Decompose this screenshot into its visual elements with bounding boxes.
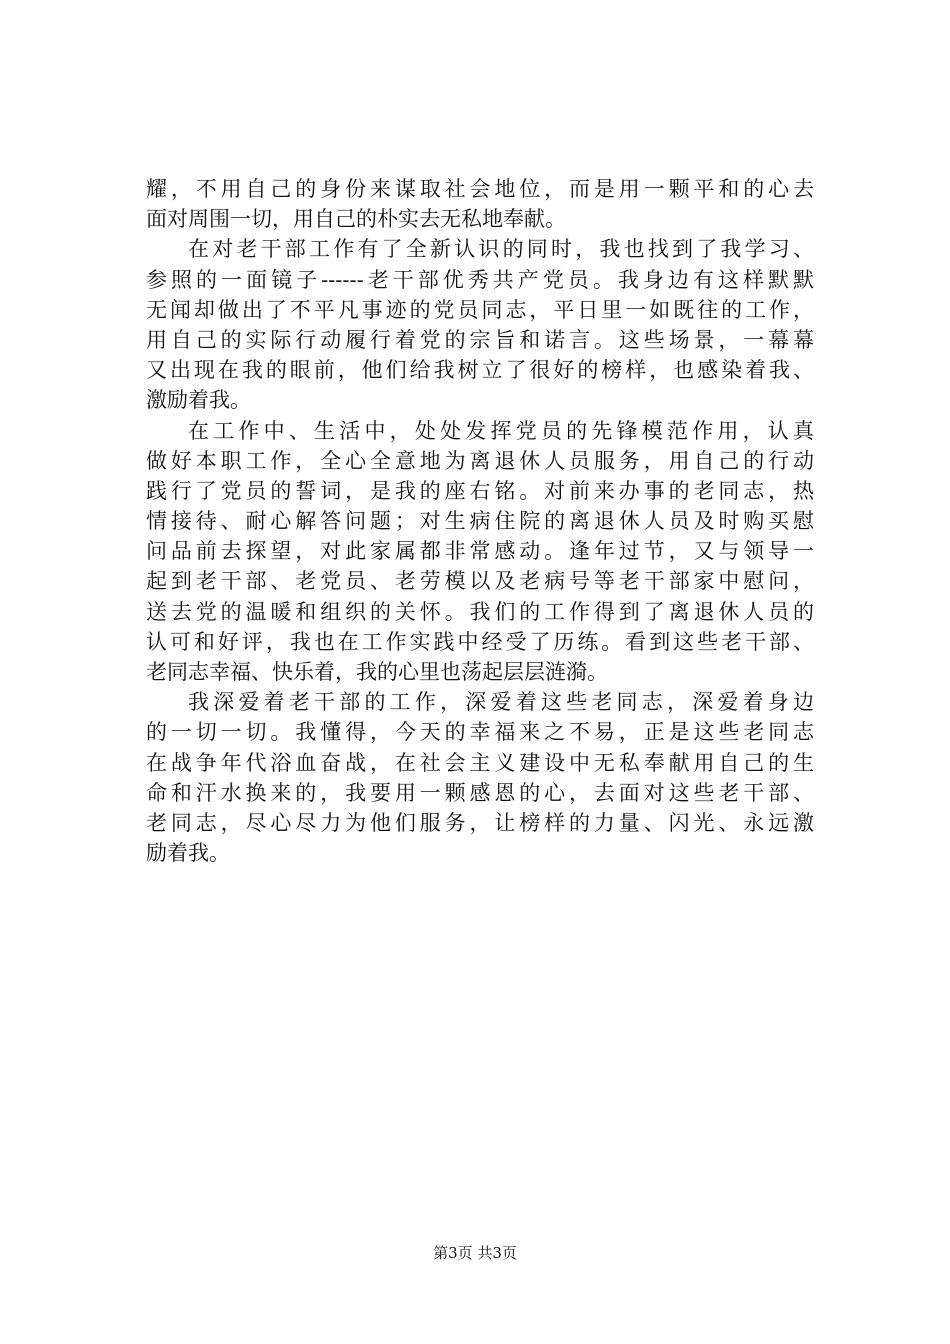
text-line: 激励着我。 [146,388,251,413]
text-line: 耀，不用自己的身份来谋取社会地位，而是用一颗平和的心去 [146,177,814,201]
text-line: 在战争年代浴血奋战，在社会主义建设中无私奉献用自己的生 [146,750,814,775]
text-line: 在对老干部工作有了全新认识的同时，我也找到了我学习、 [188,237,814,262]
text-line: 参照的一面镜子------老干部优秀共产党员。我身边有这样默默 [146,267,814,292]
text-line: 问品前去探望，对此家属都非常感动。逢年过节，又与领导一 [146,539,814,564]
text-line: 践行了党员的誓词，是我的座右铭。对前来办事的老同志，热 [146,478,814,503]
page-footer: 第3页 共3页 [433,1244,517,1262]
text-line: 情接待、耐心解答问题；对生病住院的离退休人员及时购买慰 [146,509,814,534]
text-line: 励着我。 [146,841,230,866]
text-line: 又出现在我的眼前，他们给我树立了很好的榜样，也感染着我、 [146,358,814,383]
text-line: 认可和好评，我也在工作实践中经受了历练。看到这些老干部、 [146,629,814,654]
text-line: 做好本职工作，全心全意地为离退休人员服务，用自己的行动 [146,448,814,473]
text-line: 无闻却做出了不平凡事迹的党员同志，平日里一如既往的工作， [146,297,814,322]
text-line: 起到老干部、老党员、老劳模以及老病号等老干部家中慰问， [146,569,814,594]
text-line: 在工作中、生活中，处处发挥党员的先锋模范作用，认真 [188,418,814,443]
text-line: 的一切一切。我懂得，今天的幸福来之不易，正是这些老同志 [146,720,814,745]
document-body [146,174,814,868]
text-line: 老同志幸福、快乐着，我的心里也荡起层层涟漪。 [146,660,608,684]
text-line: 命和汗水换来的，我要用一颗感恩的心，去面对这些老干部、 [146,780,814,805]
text-line: 老同志，尽心尽力为他们服务，让榜样的力量、闪光、永远激 [146,810,814,835]
text-line: 送去党的温暖和组织的关怀。我们的工作得到了离退休人员的 [146,599,814,624]
text-line: 用自己的实际行动履行着党的宗旨和诺言。这些场景，一幕幕 [146,327,814,352]
text-line: 面对周围一切，用自己的朴实去无私地奉献。 [146,207,566,232]
text-line: 我深爱着老干部的工作，深爱着这些老同志，深爱着身边 [188,690,814,715]
